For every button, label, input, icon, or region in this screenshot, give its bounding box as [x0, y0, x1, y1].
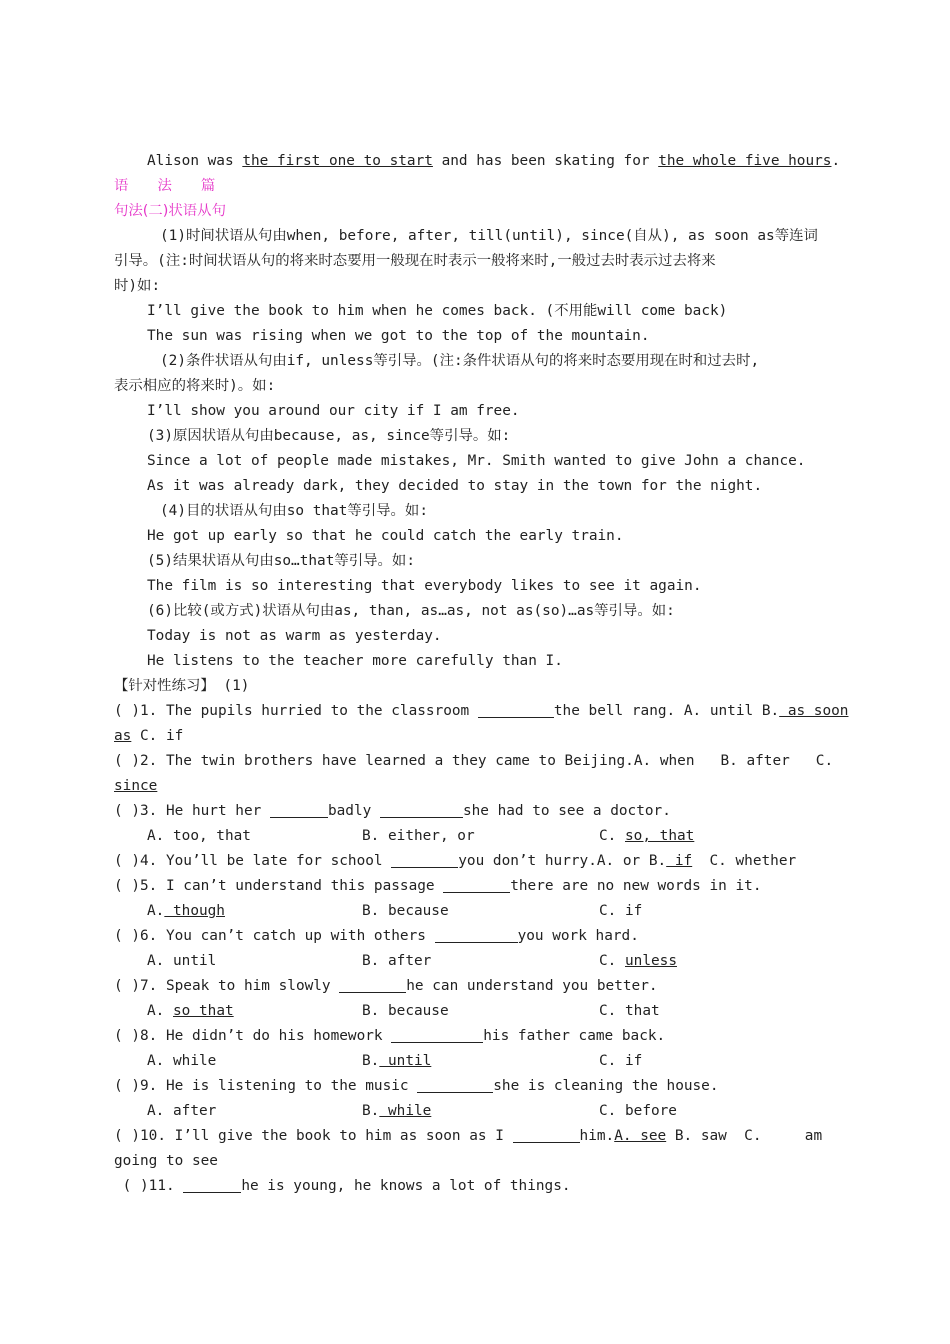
answer-blank: [183, 1177, 241, 1193]
question-6: ( )6. You can’t catch up with others you work hard.: [114, 928, 639, 944]
question-10-cont: going to see: [114, 1153, 218, 1169]
option-b: B. because: [362, 1003, 449, 1019]
underlined-answer: A. see: [614, 1128, 667, 1144]
question-1-cont: as C. if: [114, 728, 184, 744]
question-5-options: [0, 899, 950, 924]
answer-blank: [478, 702, 554, 718]
question-3: ( )3. He hurt her badly she had to see a doctor.: [114, 803, 671, 819]
option-c: C. that: [599, 1003, 660, 1019]
rule-3-example: As it was already dark, they decided to stay in the town for the night.: [147, 478, 763, 494]
subsection-title: 句法(二)状语从句: [114, 203, 226, 219]
option-c: C. unless: [599, 953, 677, 969]
answer-blank: [380, 802, 463, 818]
question-7-options: [0, 999, 950, 1024]
question-3-options: [0, 824, 950, 849]
answer-blank: [270, 802, 328, 818]
underlined-answer: if: [666, 853, 693, 869]
option-a: A. while: [147, 1053, 217, 1069]
option-b: B. because: [362, 903, 449, 919]
question-2: ( )2. The twin brothers have learned a they came to Beijing.A. when B. after C.: [114, 753, 834, 769]
option-c: C. if: [599, 1053, 643, 1069]
underlined-answer: as: [114, 728, 132, 744]
rule-2-text: 表示相应的将来时)。如:: [114, 378, 276, 394]
rule-1-text: 引导。(注:时间状语从句的将来时态要用一般现在时表示一般将来时,一般过去时表示过去将来: [114, 253, 716, 269]
question-8-options: [0, 1049, 950, 1074]
rule-5-text: (5)结果状语从句由so…that等引导。如:: [147, 553, 415, 569]
rule-6-example: He listens to the teacher more carefully than I.: [147, 653, 563, 669]
rule-1-text: (1)时间状语从句由when, before, after, till(until), since(自从), as soon as等连词: [160, 228, 818, 244]
question-1: ( )1. The pupils hurried to the classroom the bell rang. A. until B. as soon: [114, 703, 849, 719]
question-9: ( )9. He is listening to the music she is cleaning the house.: [114, 1078, 719, 1094]
underlined-answer: as soon: [779, 703, 849, 719]
answer-blank: [435, 927, 518, 943]
rule-6-text: (6)比较(或方式)状语从句由as, than, as…as, not as(so)…as等引导。如:: [147, 603, 675, 619]
option-a: A. so that: [147, 1003, 234, 1019]
question-2-cont: [114, 774, 838, 799]
underlined-answer: the whole five hours: [658, 153, 832, 169]
answer-blank: [443, 877, 510, 893]
intro-sentence: Alison was the first one to start and has been skating for the whole five hours.: [147, 153, 841, 169]
rule-4-example: He got up early so that he could catch the early train.: [147, 528, 624, 544]
underlined-answer: since: [114, 778, 158, 794]
question-8: ( )8. He didn’t do his homework his father came back.: [114, 1028, 666, 1044]
answer-blank: [391, 852, 458, 868]
question-11: ( )11. he is young, he knows a lot of things.: [114, 1178, 571, 1194]
rule-2-example: I’ll show you around our city if I am free.: [147, 403, 520, 419]
rule-1-text: 时)如:: [114, 278, 161, 294]
option-a: A. after: [147, 1103, 217, 1119]
rule-4-text: (4)目的状语从句由so that等引导。如:: [160, 503, 428, 519]
question-7: ( )7. Speak to him slowly he can understand you better.: [114, 978, 658, 994]
underlined-answer: the first one to start: [242, 153, 433, 169]
answer-blank: [339, 977, 406, 993]
option-c: C. so, that: [599, 828, 695, 844]
rule-3-example: Since a lot of people made mistakes, Mr. Smith wanted to give John a chance.: [147, 453, 806, 469]
rule-3-text: (3)原因状语从句由because, as, since等引导。如:: [147, 428, 511, 444]
rule-6-example: Today is not as warm as yesterday.: [147, 628, 442, 644]
rule-1-example: The sun was rising when we got to the top of the mountain.: [147, 328, 650, 344]
option-b: B. until: [362, 1053, 432, 1069]
option-c: C. if: [599, 903, 643, 919]
option-c: C. before: [599, 1103, 677, 1119]
question-9-options: [0, 1099, 950, 1124]
option-b: B. while: [362, 1103, 432, 1119]
rule-5-example: The film is so interesting that everybody likes to see it again.: [147, 578, 702, 594]
question-10: ( )10. I’ll give the book to him as soon as I him.A. see B. saw C. am: [114, 1128, 823, 1144]
option-b: B. after: [362, 953, 432, 969]
answer-blank: [513, 1127, 580, 1143]
option-a: A. though: [147, 903, 225, 919]
practice-header: 【针对性练习】 (1): [114, 678, 250, 694]
section-title: 语 法 篇: [114, 178, 228, 194]
question-6-options: [0, 949, 950, 974]
question-5: ( )5. I can’t understand this passage there are no new words in it.: [114, 878, 762, 894]
question-4: ( )4. You’ll be late for school you don’t hurry.A. or B. if C. whether: [114, 853, 797, 869]
answer-blank: [417, 1077, 493, 1093]
option-a: A. until: [147, 953, 217, 969]
answer-blank: [391, 1027, 483, 1043]
option-a: A. too, that: [147, 828, 251, 844]
rule-1-example: I’ll give the book to him when he comes back. (不用能will come back): [147, 303, 728, 319]
option-b: B. either, or: [362, 828, 475, 844]
rule-2-text: (2)条件状语从句由if, unless等引导。(注:条件状语从句的将来时态要用现在时和过去时,: [160, 353, 760, 369]
